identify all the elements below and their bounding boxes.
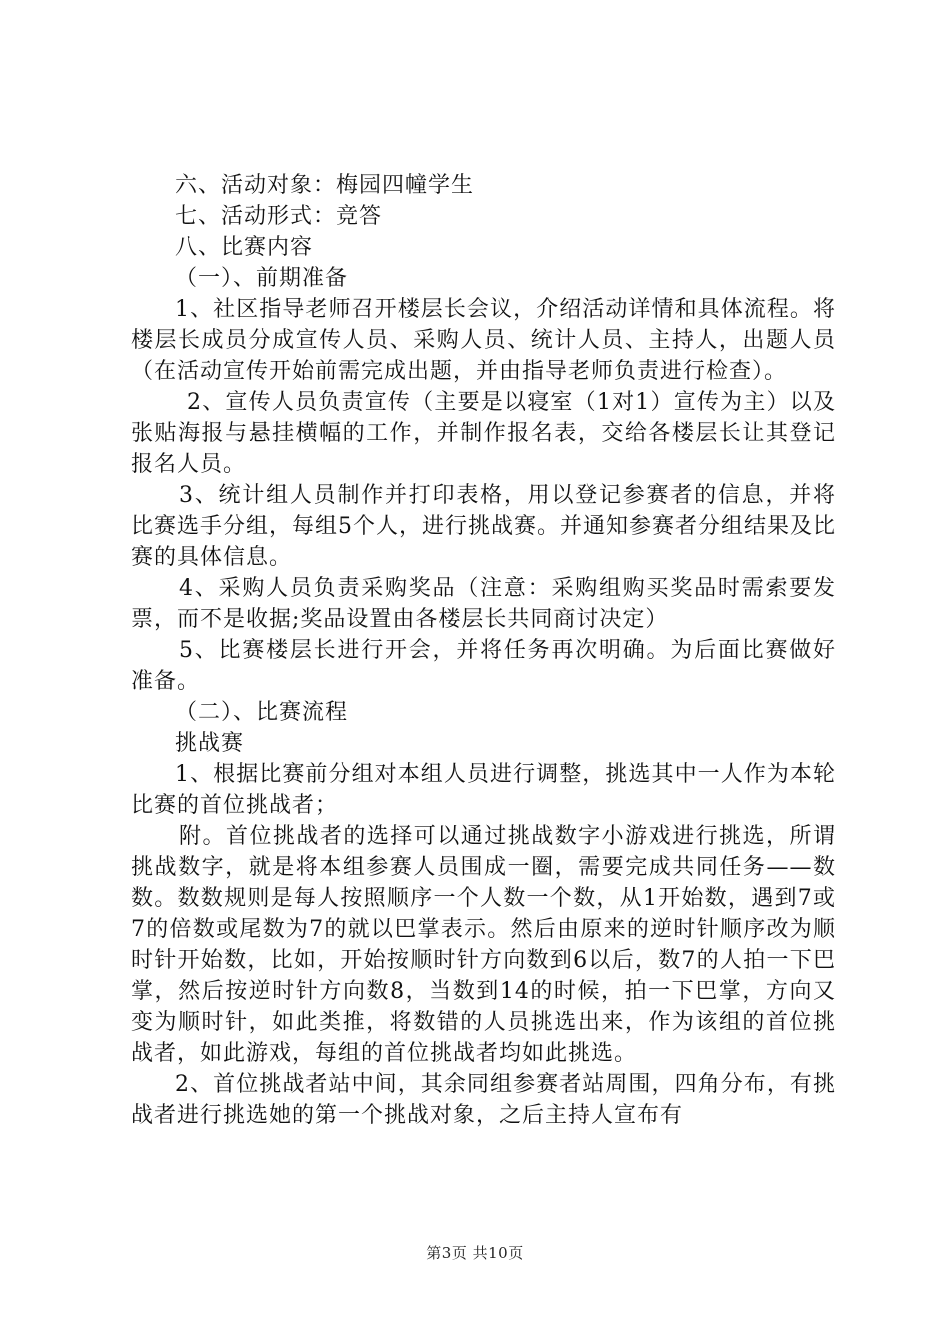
paragraph-prep-4: 4、采购人员负责采购奖品（注意：采购组购买奖品时需索要发票，而不是收据;奖品设置由各楼层长共同商讨决定） [131,576,836,632]
section-heading-8: 八、比赛内容 [175,235,314,260]
paragraph-process-1: 1、根据比赛前分组对本组人员进行调整，挑选其中一人作为本轮比赛的首位挑战者； [131,762,836,818]
paragraph-note: 附。首位挑战者的选择可以通过挑战数字小游戏进行挑选，所谓挑战数字，就是将本组参赛人员围成一圈，需要完成共同任务——数数。数数规则是每人按照顺序一个人数一个数，从1开始数，遇到7或7的倍数或尾数为7的就以巴掌表示。然后由原来的逆时针顺序改为顺时针开始数，比如，开始按顺时针方向数到6以后，数7的人拍一下巴掌，然后按逆时针方向数8，当数到14的时候，拍一下巴掌，方向又变为顺时针，如此类推，将数错的人员挑选出来，作为该组的首位挑战者，如此游戏，每组的首位挑战者均如此挑选。 [131,824,836,1066]
subsection-heading-process: （二）、比赛流程 [175,700,349,725]
section-heading-6: 六、活动对象：梅园四幢学生 [175,173,475,198]
section-heading-7: 七、活动形式：竞答 [175,204,383,229]
paragraph-prep-2: 2、宣传人员负责宣传（主要是以寝室（1对1）宣传为主）以及张贴海报与悬挂横幅的工作，并制作报名表，交给各楼层长让其登记报名人员。 [131,390,836,477]
paragraph-prep-1: 1、社区指导老师召开楼层长会议，介绍活动详情和具体流程。将楼层长成员分成宣传人员、采购人员、统计人员、主持人，出题人员（在活动宣传开始前需完成出题，并由指导老师负责进行检查）。 [131,297,836,384]
paragraph-prep-3: 3、统计组人员制作并打印表格，用以登记参赛者的信息，并将比赛选手分组，每组5个人，进行挑战赛。并通知参赛者分组结果及比赛的具体信息。 [131,483,836,570]
subsection-heading-prep: （一）、前期准备 [175,266,349,291]
subheading-challenge: 挑战赛 [175,731,245,756]
paragraph-prep-5: 5、比赛楼层长进行开会，并将任务再次明确。为后面比赛做好准备。 [131,638,836,694]
page-footer: 第3页 共10页 [426,1244,524,1262]
paragraph-process-2: 2、首位挑战者站中间，其余同组参赛者站周围，四角分布，有挑战者进行挑选她的第一个挑战对象，之后主持人宣布有 [131,1072,836,1128]
document-body [131,170,836,1131]
